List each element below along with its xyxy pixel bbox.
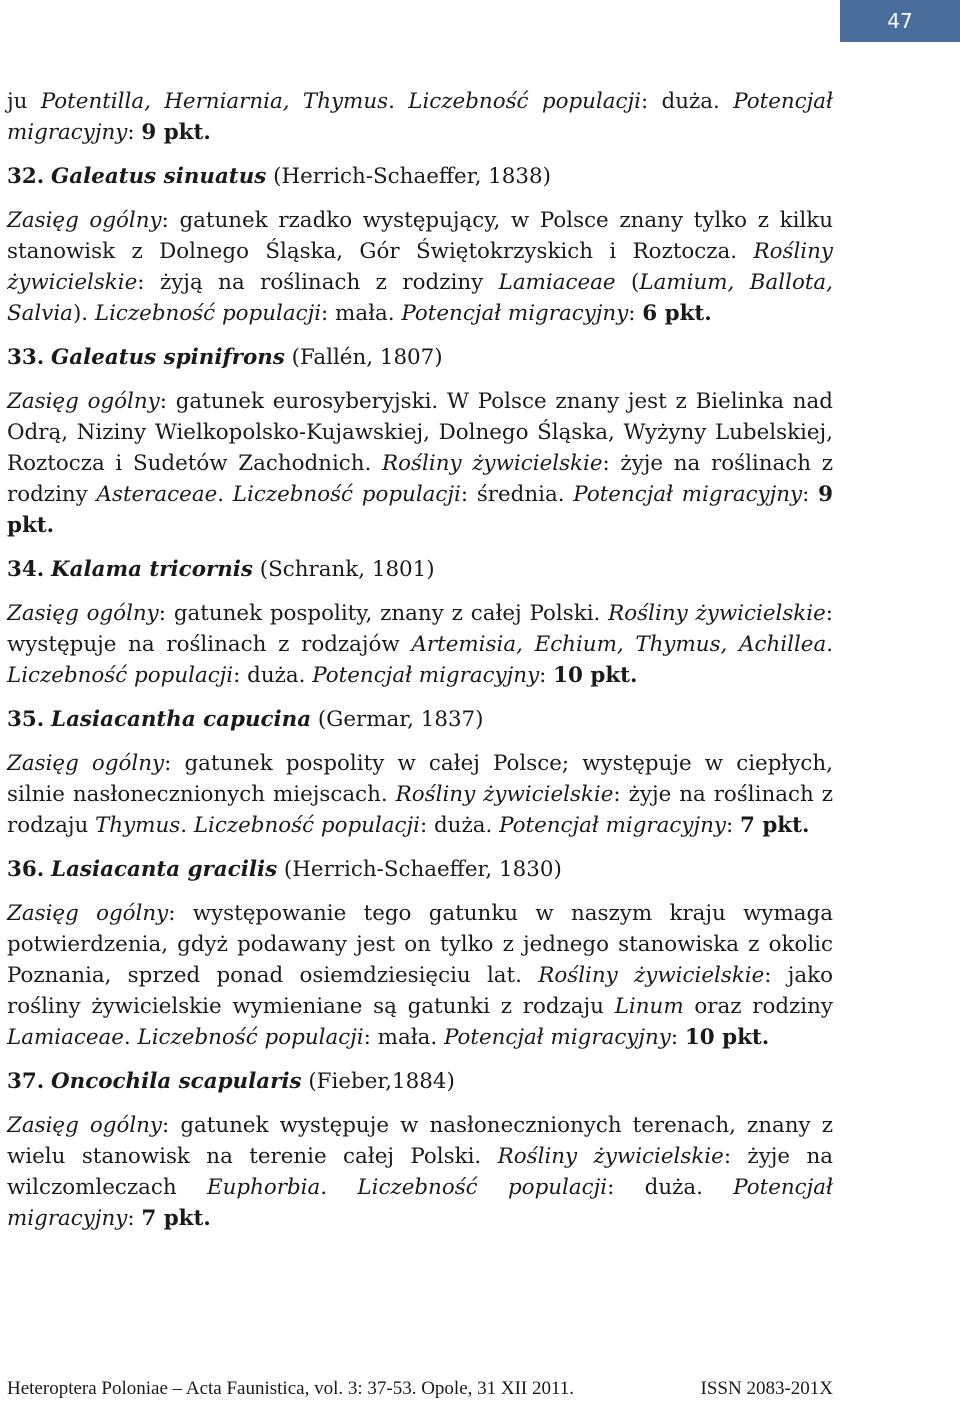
body-text: : mała. bbox=[363, 1025, 444, 1050]
body-text: : bbox=[539, 663, 554, 688]
species-author: (Fieber,1884) bbox=[301, 1069, 455, 1094]
body-text: oraz rodziny bbox=[683, 994, 833, 1019]
migration-value: 9 pkt. bbox=[141, 120, 211, 145]
species-number: 35. bbox=[7, 707, 45, 732]
italic-text: Lamium, Ballota, Salvia bbox=[7, 270, 833, 326]
body-text: : mała. bbox=[321, 301, 402, 326]
intro-paragraph bbox=[7, 86, 833, 148]
population-label: Liczebność populacji bbox=[408, 89, 641, 114]
body-text: : żyją na roślinach z rodziny bbox=[137, 270, 499, 295]
italic-text: Rośliny żywicielskie bbox=[497, 1144, 724, 1169]
species-name: Lasiacantha capucina bbox=[51, 707, 312, 732]
species-description bbox=[7, 205, 833, 329]
italic-text: Liczebność populacji bbox=[357, 1175, 608, 1200]
species-entries bbox=[7, 161, 833, 1234]
migration-label: Potencjał migracyjny bbox=[7, 89, 833, 145]
body-text: : gatunek pospolity, znany z całej Polski. bbox=[158, 601, 609, 626]
body-text: : duża. bbox=[233, 663, 313, 688]
intro-text: . bbox=[388, 89, 409, 114]
intro-genera: Potentilla, Herniarnia, Thymus bbox=[40, 89, 389, 114]
italic-text: Potencjał migracyjny bbox=[444, 1025, 671, 1050]
species-author: (Fallén, 1807) bbox=[284, 345, 443, 370]
italic-text: Rośliny żywicielskie bbox=[382, 451, 603, 476]
page-number-badge bbox=[840, 0, 960, 42]
footer-issn: ISSN 2083-201X bbox=[700, 1378, 833, 1399]
body-text: : bbox=[628, 301, 643, 326]
body-text: . bbox=[123, 1025, 138, 1050]
italic-text: Zasięg ogólny bbox=[7, 901, 169, 926]
italic-text: Liczebność populacji bbox=[94, 301, 322, 326]
species-number: 36. bbox=[7, 857, 45, 882]
species-author: (Herrich-Schaeffer, 1838) bbox=[266, 164, 551, 189]
intro-text: ju bbox=[7, 89, 41, 114]
italic-text: Potencjał migracyjny bbox=[573, 482, 803, 507]
italic-text: Potencjał migracyjny bbox=[499, 813, 726, 838]
bold-value: 10 pkt. bbox=[684, 1025, 770, 1050]
bold-value: 10 pkt. bbox=[553, 663, 638, 688]
bold-value: 7 pkt. bbox=[739, 813, 810, 838]
italic-text: Lamiaceae bbox=[7, 1025, 124, 1050]
species-name: Galeatus sinuatus bbox=[51, 164, 267, 189]
species-number: 33. bbox=[7, 345, 45, 370]
body-text: : bbox=[725, 813, 740, 838]
body-text: ). bbox=[72, 301, 95, 326]
italic-text: Liczebność populacji bbox=[232, 482, 461, 507]
page-number: 47 bbox=[887, 9, 913, 33]
italic-text: Potencjał migracyjny bbox=[312, 663, 540, 688]
body-text: : żyje na roślinach z rodziny bbox=[7, 451, 833, 507]
italic-text: Rośliny żywicielskie bbox=[538, 963, 765, 988]
bold-value: 6 pkt. bbox=[642, 301, 712, 326]
bold-value: 7 pkt. bbox=[141, 1206, 211, 1231]
italic-text: Thymus bbox=[95, 813, 181, 838]
body-text: : duża. bbox=[419, 813, 500, 838]
italic-text: Zasięg ogólny bbox=[7, 601, 159, 626]
italic-text: Zasięg ogólny bbox=[7, 1113, 163, 1138]
species-description bbox=[7, 386, 833, 541]
body-text: . bbox=[320, 1175, 358, 1200]
species-name: Kalama tricornis bbox=[51, 557, 253, 582]
body-text: : występuje na roślinach z rodzajów bbox=[7, 601, 833, 657]
italic-text: Potencjał migracyjny bbox=[7, 1175, 833, 1231]
footer-citation: Heteroptera Poloniae – Acta Faunistica, vol. 3: 37-53. Opole, 31 XII 2011. bbox=[7, 1378, 575, 1399]
species-author: (Herrich-Schaeffer, 1830) bbox=[277, 857, 562, 882]
italic-text: Zasięg ogólny bbox=[7, 208, 162, 233]
species-description bbox=[7, 748, 833, 841]
italic-text: Rośliny żywicielskie bbox=[395, 782, 614, 807]
italic-text: Liczebność populacji bbox=[137, 1025, 364, 1050]
italic-text: Liczebność populacji bbox=[7, 663, 234, 688]
species-name: Lasiacanta gracilis bbox=[51, 857, 278, 882]
intro-text: : duża. bbox=[640, 89, 734, 114]
intro-text: : bbox=[127, 120, 142, 145]
italic-text: Euphorbia bbox=[207, 1175, 321, 1200]
italic-text: Zasięg ogólny bbox=[7, 751, 165, 776]
body-text: : gatunek pospolity w całej Polsce; występuje w ciepłych, silnie nasłonecznionych miejscach. bbox=[7, 751, 833, 807]
italic-text: Asteraceae bbox=[96, 482, 218, 507]
species-name: Galeatus spinifrons bbox=[51, 345, 285, 370]
species-number: 34. bbox=[7, 557, 45, 582]
body-text: ( bbox=[615, 270, 640, 295]
body-text: : gatunek rzadko występujący, w Polsce znany tylko z kilku stanowisk z Dolnego Śląska, Gór Świętokrzyskich i Roztocza. bbox=[7, 208, 833, 264]
body-text: . bbox=[217, 482, 233, 507]
species-heading bbox=[7, 704, 833, 735]
species-number: 37. bbox=[7, 1069, 45, 1094]
italic-text: Potencjał migracyjny bbox=[401, 301, 629, 326]
species-description bbox=[7, 898, 833, 1053]
species-heading bbox=[7, 1066, 833, 1097]
body-text: : średnia. bbox=[460, 482, 574, 507]
bold-value: 9 pkt. bbox=[7, 482, 833, 538]
body-text: . bbox=[826, 632, 834, 657]
body-text: . bbox=[180, 813, 194, 838]
body-text: : gatunek eurosyberyjski. W Polsce znany jest z Bielinka nad Odrą, Niziny Wielkopolsko-Kujawskiej, Dolnego Śląska, Wyżyny Lubelskiej, Roztocza i Sudetów Zachodnich. bbox=[7, 389, 833, 476]
species-number: 32. bbox=[7, 164, 45, 189]
species-author: (Germar, 1837) bbox=[311, 707, 484, 732]
body-text: : duża. bbox=[607, 1175, 734, 1200]
italic-text: Artemisia, Echium, Thymus, Achillea bbox=[411, 632, 827, 657]
species-heading bbox=[7, 854, 833, 885]
article-body bbox=[7, 86, 833, 1234]
body-text: : bbox=[802, 482, 819, 507]
body-text: : występowanie tego gatunku w naszym kraju wymaga potwierdzenia, gdyż podawany jest on tylko z jednego stanowiska z okolic Poznania, sprzed ponad osiemdziesięciu lat. bbox=[7, 901, 833, 988]
italic-text: Liczebność populacji bbox=[193, 813, 420, 838]
italic-text: Lamiaceae bbox=[498, 270, 616, 295]
italic-text: Zasięg ogólny bbox=[7, 389, 160, 414]
italic-text: Rośliny żywicielskie bbox=[7, 239, 833, 295]
species-heading bbox=[7, 554, 833, 585]
body-text: : żyje na roślinach z rodzaju bbox=[7, 782, 833, 838]
body-text: : żyje na wilczomleczach bbox=[7, 1144, 833, 1200]
species-heading bbox=[7, 161, 833, 192]
italic-text: Rośliny żywicielskie bbox=[608, 601, 826, 626]
body-text: : bbox=[127, 1206, 142, 1231]
body-text: : gatunek występuje w nasłonecznionych terenach, znany z wielu stanowisk na terenie całej Polski. bbox=[7, 1113, 833, 1169]
species-heading bbox=[7, 342, 833, 373]
italic-text: Linum bbox=[614, 994, 684, 1019]
species-name: Oncochila scapularis bbox=[51, 1069, 302, 1094]
species-description bbox=[7, 1110, 833, 1234]
species-author: (Schrank, 1801) bbox=[252, 557, 435, 582]
body-text: : bbox=[670, 1025, 685, 1050]
body-text: : jako rośliny żywicielskie wymieniane są gatunki z rodzaju bbox=[7, 963, 833, 1019]
page-footer bbox=[7, 1378, 833, 1400]
species-description bbox=[7, 598, 833, 691]
